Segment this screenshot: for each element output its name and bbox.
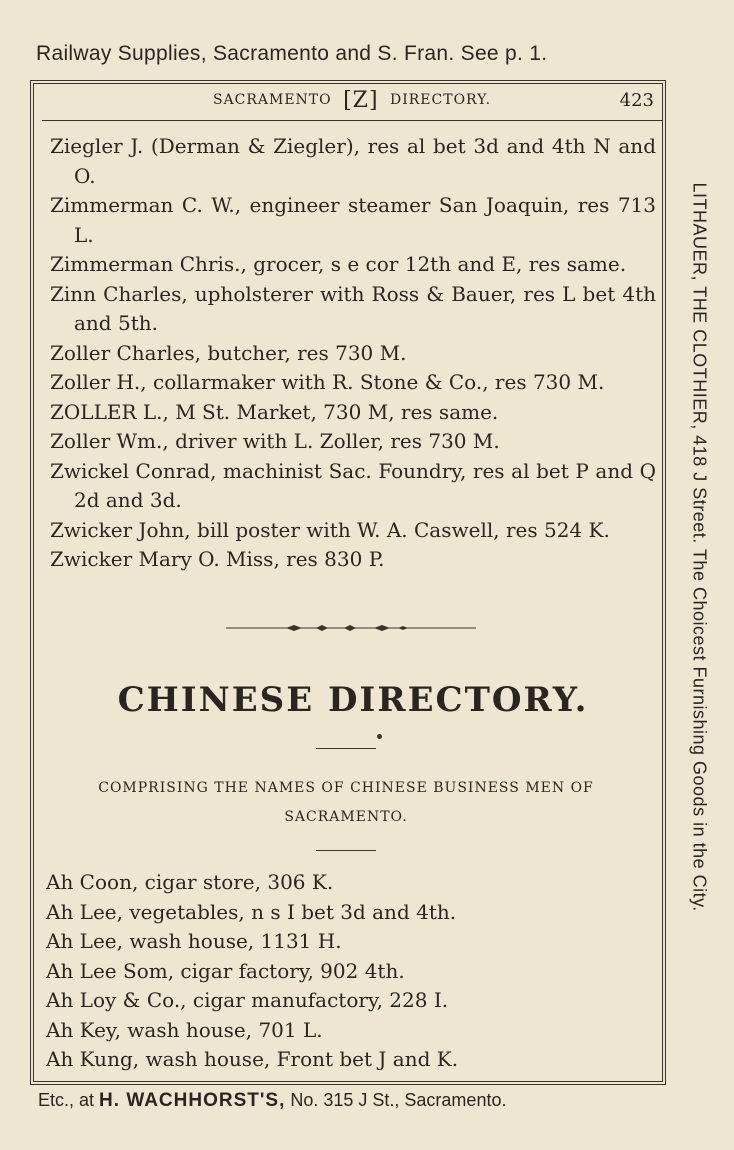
chinese-entry: Ah Coon, cigar store, 306 K. — [46, 870, 334, 894]
chinese-entry: Ah Kung, wash house, Front bet J and K. — [46, 1047, 459, 1071]
chinese-entry: Ah Lee Som, cigar factory, 902 4th. — [46, 958, 405, 983]
running-head — [42, 84, 662, 121]
running-head-left: SACRAMENTO — [212, 92, 332, 108]
directory-entry: Zwicker Mary O. Miss, res 830 P. — [50, 547, 385, 571]
chinese-directory-entries — [46, 868, 652, 1075]
title-dot — [377, 734, 382, 739]
top-advertisement: Railway Supplies, Sacramento and S. Fran. See p. 1. — [36, 42, 548, 65]
bottom-advertisement — [38, 1090, 698, 1112]
chinese-directory-subtitle — [50, 774, 642, 832]
title-rule — [316, 748, 376, 749]
chinese-entry: Ah Lee, vegetables, n s I bet 3d and 4th. — [46, 899, 457, 924]
chinese-entry: Ah Loy & Co., cigar manufactory, 228 I. — [46, 988, 449, 1012]
z-directory-entries — [50, 132, 656, 575]
directory-entry: ZOLLER L., M St. Market, 730 M, res same. — [50, 399, 499, 424]
directory-entry: Zoller Wm., driver with L. Zoller, res 730 M. — [50, 429, 500, 453]
bottom-ad-name: H. WACHHORST'S, — [99, 1090, 286, 1111]
subtitle-rule — [316, 850, 376, 851]
directory-entry: Zoller H., collarmaker with R. Stone & Co., res 730 M. — [50, 370, 605, 394]
directory-entry: Zwicker John, bill poster with W. A. Caswell, res 524 K. — [50, 517, 610, 542]
chinese-entry: Ah Lee, wash house, 1131 H. — [46, 929, 342, 953]
running-head-title — [42, 88, 662, 113]
chinese-entry: Ah Key, wash house, 701 L. — [46, 1017, 323, 1042]
directory-entry: Zwickel Conrad, machinist Sac. Foundry, res al bet P and Q 2d and 3d. — [50, 458, 656, 512]
bottom-ad-post: No. 315 J St., Sacramento. — [290, 1090, 507, 1110]
chinese-directory-title: CHINESE DIRECTORY. — [117, 680, 589, 720]
ornament-divider — [226, 620, 476, 636]
running-head-right: DIRECTORY. — [390, 92, 492, 108]
directory-entry: Ziegler J. (Derman & Ziegler), res al bet 3d and 4th N and O. — [50, 134, 656, 188]
bottom-ad-pre: Etc., at — [38, 1090, 95, 1110]
directory-entry: Zimmerman Chris., grocer, s e cor 12th and E, res same. — [50, 252, 627, 276]
page-number: 423 — [619, 90, 654, 111]
subtitle-line-2: SACRAMENTO. — [284, 809, 408, 825]
running-head-letter: [Z] — [343, 88, 379, 113]
subtitle-line-1: COMPRISING THE NAMES OF CHINESE BUSINESS MEN OF — [98, 780, 594, 796]
side-advertisement-text: LITHAUER, THE CLOTHIER, 418 J Street. The Choicest Furnishing Goods in the City. — [689, 182, 710, 912]
directory-entry: Zimmerman C. W., engineer steamer San Joaquin, res 713 L. — [50, 193, 656, 247]
directory-entry: Zoller Charles, butcher, res 730 M. — [50, 340, 407, 365]
directory-entry: Zinn Charles, upholsterer with Ross & Bauer, res L bet 4th and 5th. — [50, 281, 656, 335]
